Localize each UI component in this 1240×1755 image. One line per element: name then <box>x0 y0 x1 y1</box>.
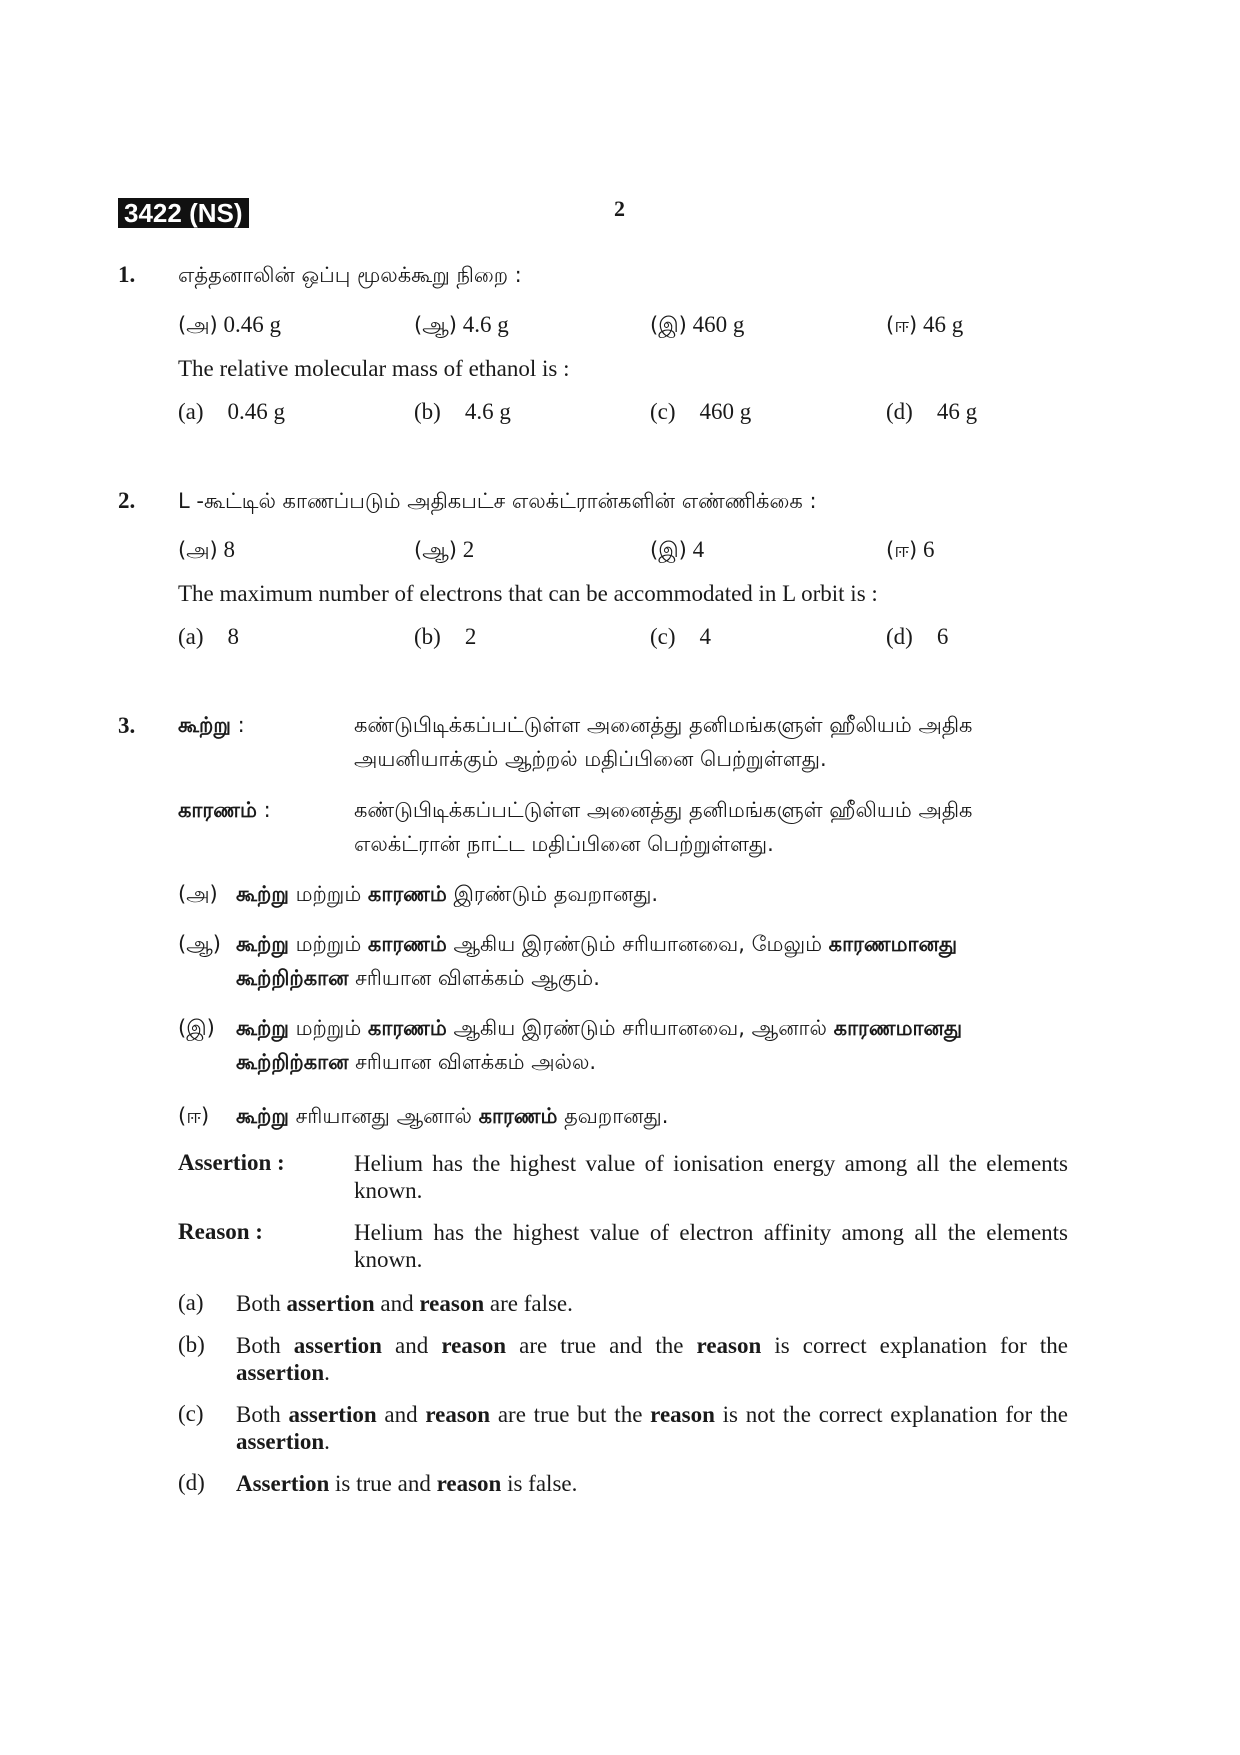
q3-tamil-option-a-label: (அ) <box>178 882 218 906</box>
q2-english-option-a-label: (a) <box>178 624 204 649</box>
q2-tamil-option-a-label: (அ) <box>178 538 218 562</box>
q2-english-option-b-label: (b) <box>414 624 441 649</box>
q3-en-a-t3: are false. <box>484 1291 573 1316</box>
q3-en-c-t1: Both <box>236 1402 289 1427</box>
q3-tamil-option-c-label: (இ) <box>178 1016 215 1040</box>
page-number: 2 <box>614 196 625 221</box>
q3-ta-d-w1: கூற்று <box>236 1104 289 1128</box>
q1-english-option-a-text: 0.46 g <box>227 399 286 424</box>
q3-en-b-w1: assertion <box>293 1333 382 1358</box>
q2-english-option-a-text: 8 <box>227 624 240 649</box>
q3-ta-b-w1: கூற்று <box>236 932 289 956</box>
q3-ta-c-w2: காரணம் <box>367 1016 447 1040</box>
q3-en-c-w1: assertion <box>288 1402 377 1427</box>
q3-ta-d-w2: காரணம் <box>478 1104 558 1128</box>
q2-tamil-option-a-text: 8 <box>223 537 235 562</box>
q3-english-reason-text: Helium has the highest value of electron affinity among all the elements known. <box>354 1220 1068 1272</box>
q3-ta-c-w3: காரணமானது <box>833 1016 963 1040</box>
q1-tamil-option-a-label: (அ) <box>178 313 218 337</box>
q3-ta-b-w3: காரணமானது <box>828 932 958 956</box>
q2-english-option-c <box>650 624 711 650</box>
q1-tamil-option-a <box>178 312 281 340</box>
q3-en-c-t2: and <box>376 1402 426 1427</box>
q2-tamil-option-a <box>178 537 235 565</box>
q1-english-option-a-label: (a) <box>178 399 204 424</box>
q1-tamil-option-c-label: (இ) <box>650 313 687 337</box>
q3-en-c-w2: reason <box>425 1402 491 1427</box>
q3-english-assertion-label: Assertion : <box>178 1150 285 1175</box>
q3-tamil-option-a-text <box>236 877 1116 911</box>
q3-ta-c-w1: கூற்று <box>236 1016 289 1040</box>
question-2-number: 2. <box>118 488 136 513</box>
q3-tamil-assertion-line-1: கண்டுபிடிக்கப்பட்டுள்ள அனைத்து தனிமங்களுள் ஹீலியம் அதிக <box>354 713 973 737</box>
q1-english-option-b-label: (b) <box>414 399 441 424</box>
q1-tamil-option-a-text: 0.46 g <box>223 312 281 337</box>
q3-en-a-w1: assertion <box>286 1291 375 1316</box>
q3-ta-b-t3: சரியான விளக்கம் ஆகும். <box>348 966 600 990</box>
q3-tamil-option-c-text <box>236 1011 1136 1079</box>
q3-english-option-c-text <box>236 1401 1068 1455</box>
q3-tamil-assertion-line-2: அயனியாக்கும் ஆற்றல் மதிப்பினை பெற்றுள்ளது. <box>354 747 827 771</box>
question-1-number: 1. <box>118 262 136 287</box>
q3-en-c-t5: . <box>324 1429 330 1454</box>
q3-english-option-d-text <box>236 1470 1068 1497</box>
q2-tamil-option-c-label: (இ) <box>650 538 687 562</box>
q2-tamil-option-c-text: 4 <box>692 537 705 562</box>
question-2-english-text: The maximum number of electrons that can be accommodated in L orbit is : <box>178 581 878 606</box>
q3-tamil-option-d-label: (ஈ) <box>178 1104 210 1128</box>
q3-en-c-w3: reason <box>650 1402 715 1427</box>
question-2-tamil-text: L -கூட்டில் காணப்படும் அதிகபட்ச எலக்ட்ரான்களின் எண்ணிக்கை : <box>178 489 817 513</box>
q3-english-option-b-label: (b) <box>178 1332 205 1357</box>
q2-english-option-d-text: 6 <box>936 624 949 649</box>
q3-tamil-reason-text <box>354 793 1094 861</box>
q3-english-option-c-label: (c) <box>178 1401 204 1426</box>
q2-tamil-option-b <box>414 537 474 565</box>
q1-tamil-option-b-label: (ஆ) <box>414 313 457 337</box>
q3-tamil-assertion-label: கூற்று <box>178 713 231 737</box>
q3-en-b-t1: Both <box>236 1333 294 1358</box>
q3-tamil-reason-label: காரணம் <box>178 798 257 822</box>
q1-english-option-d-text: 46 g <box>936 399 978 424</box>
q1-english-option-c-text: 460 g <box>699 399 752 424</box>
q3-tamil-option-b-label: (ஆ) <box>178 932 221 956</box>
q1-english-option-a <box>178 399 285 425</box>
q3-english-reason-label: Reason : <box>178 1219 263 1244</box>
q2-english-option-c-label: (c) <box>650 624 676 649</box>
q3-english-option-a-label: (a) <box>178 1290 204 1315</box>
q1-tamil-option-b-text: 4.6 g <box>462 312 509 337</box>
q2-tamil-option-b-text: 2 <box>462 537 475 562</box>
q3-en-d-w2: reason <box>436 1471 502 1496</box>
q3-tamil-reason-label-row <box>178 798 271 825</box>
q1-english-option-d <box>886 399 977 425</box>
q3-en-c-w4: assertion <box>236 1429 325 1454</box>
q3-ta-d-t1: சரியானது ஆனால் <box>288 1104 479 1128</box>
q2-english-option-c-text: 4 <box>699 624 712 649</box>
q2-tamil-option-c <box>650 537 704 565</box>
q3-en-d-t1: is true and <box>329 1471 437 1496</box>
q1-english-option-c <box>650 399 751 425</box>
q3-en-d-w1: Assertion <box>236 1471 330 1496</box>
q1-tamil-option-c-text: 460 g <box>692 312 745 337</box>
q3-tamil-option-d-text <box>236 1099 1116 1133</box>
q3-ta-c-t2: ஆகிய இரண்டும் சரியானவை, ஆனால் <box>446 1016 834 1040</box>
q2-english-option-d-label: (d) <box>886 624 913 649</box>
q3-en-b-t3: are true and the <box>506 1333 697 1358</box>
q3-english-option-b-text <box>236 1332 1068 1386</box>
q1-english-option-d-label: (d) <box>886 399 913 424</box>
q3-tamil-option-b-text <box>236 927 1136 995</box>
q2-english-option-d <box>886 624 948 650</box>
q3-en-b-w3: reason <box>696 1333 762 1358</box>
q2-tamil-option-d-text: 6 <box>922 537 935 562</box>
q2-tamil-option-d-label: (ஈ) <box>886 538 918 562</box>
q1-tamil-option-d-text: 46 g <box>922 312 964 337</box>
q3-en-b-t5: . <box>324 1360 330 1385</box>
q1-tamil-option-c <box>650 312 744 340</box>
q3-en-a-t2: and <box>374 1291 420 1316</box>
q3-tamil-reason-line-1: கண்டுபிடிக்கப்பட்டுள்ள அனைத்து தனிமங்களுள் ஹீலியம் அதிக <box>354 798 973 822</box>
q3-ta-a-t2: இரண்டும் தவறானது. <box>446 882 659 906</box>
q3-en-b-t2: and <box>381 1333 442 1358</box>
q3-ta-b-t2: ஆகிய இரண்டும் சரியானவை, மேலும் <box>446 932 829 956</box>
q3-en-d-t2: is false. <box>501 1471 578 1496</box>
q3-ta-c-t3: சரியான விளக்கம் அல்ல. <box>348 1050 597 1074</box>
question-1-tamil-text: எத்தனாலின் ஒப்பு மூலக்கூறு நிறை : <box>178 263 522 287</box>
q3-ta-c-w4: கூற்றிற்கான <box>236 1050 349 1074</box>
q3-ta-a-t1: மற்றும் <box>288 882 368 906</box>
q3-ta-b-w4: கூற்றிற்கான <box>236 966 349 990</box>
q3-ta-a-w1: கூற்று <box>236 882 289 906</box>
q3-en-b-t4: is correct explanation for the <box>761 1333 1068 1358</box>
q3-ta-c-t1: மற்றும் <box>288 1016 368 1040</box>
paper-code-badge: 3422 (NS) <box>118 198 249 228</box>
q3-tamil-assertion-colon: : <box>237 713 245 737</box>
q1-tamil-option-d <box>886 312 963 340</box>
q3-tamil-reason-line-2: எலக்ட்ரான் நாட்ட மதிப்பினை பெற்றுள்ளது. <box>354 832 774 856</box>
q3-en-c-t3: are true but the <box>490 1402 651 1427</box>
q3-english-option-a-text <box>236 1290 1068 1317</box>
q2-tamil-option-d <box>886 537 934 565</box>
q1-tamil-option-d-label: (ஈ) <box>886 313 918 337</box>
q3-ta-a-w2: காரணம் <box>367 882 447 906</box>
q3-tamil-assertion-label-row <box>178 713 245 740</box>
q3-english-assertion-text: Helium has the highest value of ionisation energy among all the elements known. <box>354 1151 1068 1203</box>
q3-en-b-w2: reason <box>441 1333 507 1358</box>
q3-en-a-w2: reason <box>419 1291 485 1316</box>
q3-ta-b-w2: காரணம் <box>367 932 447 956</box>
question-1-english-text: The relative molecular mass of ethanol is : <box>178 356 570 381</box>
q2-english-option-b-text: 2 <box>464 624 477 649</box>
q3-en-b-w4: assertion <box>236 1360 325 1385</box>
q3-ta-d-t2: தவறானது. <box>557 1104 669 1128</box>
q3-tamil-assertion-text <box>354 708 1094 776</box>
q1-english-option-b-text: 4.6 g <box>464 399 511 424</box>
q3-tamil-reason-colon: : <box>263 798 271 822</box>
q2-english-option-b <box>414 624 476 650</box>
q3-english-option-d-label: (d) <box>178 1470 205 1495</box>
q1-tamil-option-b <box>414 312 509 340</box>
q3-en-a-t1: Both <box>236 1291 287 1316</box>
q1-english-option-c-label: (c) <box>650 399 676 424</box>
q3-ta-b-t1: மற்றும் <box>288 932 368 956</box>
q3-en-c-t4: is not the correct explanation for the <box>714 1402 1068 1427</box>
q2-english-option-a <box>178 624 239 650</box>
q1-english-option-b <box>414 399 511 425</box>
question-3-number: 3. <box>118 713 136 738</box>
q2-tamil-option-b-label: (ஆ) <box>414 538 457 562</box>
